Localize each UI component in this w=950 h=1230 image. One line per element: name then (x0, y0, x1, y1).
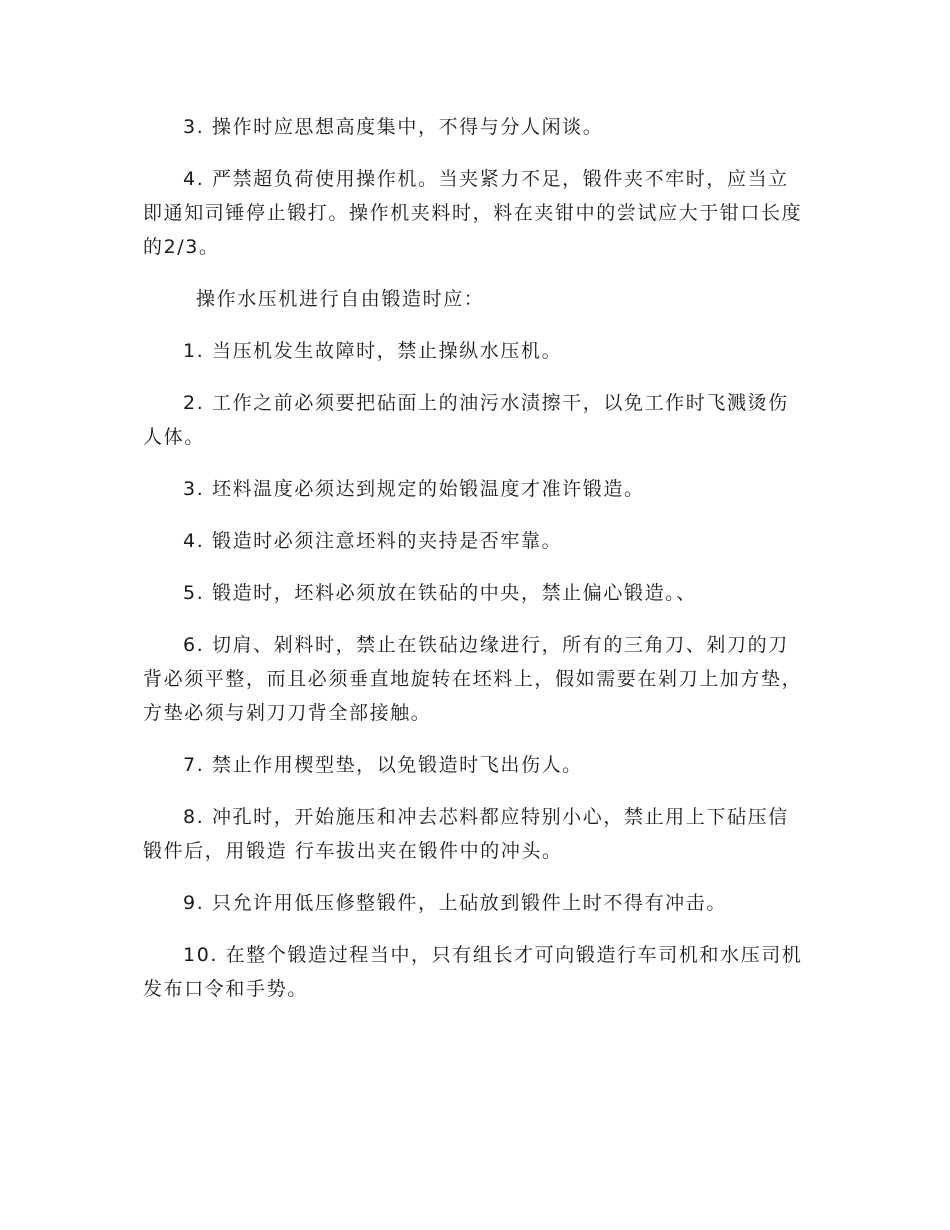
paragraph-press-rule-7: 7. 禁止作用楔型垫，以免锻造时飞出伤人。 (183, 754, 583, 776)
paragraph-press-rule-4: 4. 锻造时必须注意坯料的夹持是否牢靠。 (183, 530, 563, 552)
paragraph-press-rule-9: 9. 只允许用低压修整锻件，上砧放到锻件上时不得有冲击。 (183, 892, 727, 914)
paragraph-rule-3-focus: 3. 操作时应思想高度集中，不得与分人闲谈。 (183, 116, 604, 138)
paragraph-press-rule-10: 10. 在整个锻造过程当中，只有组长才可向锻造行车司机和水压司机发布口令和手势。 (143, 944, 803, 1000)
section-heading-hydraulic-press: 操作水压机进行自由锻造时应： (196, 288, 485, 310)
document-body (143, 110, 803, 1024)
paragraph-press-rule-5: 5. 锻造时，坯料必须放在铁砧的中央，禁止偏心锻造。、 (183, 582, 697, 604)
paragraph-press-rule-2: 2. 工作之前必须要把砧面上的油污水渍擦干，以免工作时飞溅烫伤人体。 (143, 392, 789, 448)
paragraph-press-rule-8: 8. 冲孔时，开始施压和冲去芯料都应特别小心，禁止用上下砧压信锻件后，用锻造 行车拔出夹在锻件中的冲头。 (143, 806, 789, 862)
paragraph-press-rule-1: 1. 当压机发生故障时，禁止操纵水压机。 (183, 340, 563, 362)
paragraph-press-rule-6: 6. 切肩、剁料时，禁止在铁砧边缘进行，所有的三角刀、剁刀的刀背必须平整，而且必须垂直地旋转在坯料上，假如需要在剁刀上加方垫，方垫必须与剁刀刀背全部接触。 (143, 634, 803, 724)
paragraph-rule-4-overload: 4. 严禁超负荷使用操作机。当夹紧力不足，锻件夹不牢时，应当立即通知司锤停止锻打。操作机夹料时，料在夹钳中的尝试应大于钳口长度的2/3。 (143, 168, 803, 258)
paragraph-press-rule-3: 3. 坯料温度必须达到规定的始锻温度才准许锻造。 (183, 478, 645, 500)
